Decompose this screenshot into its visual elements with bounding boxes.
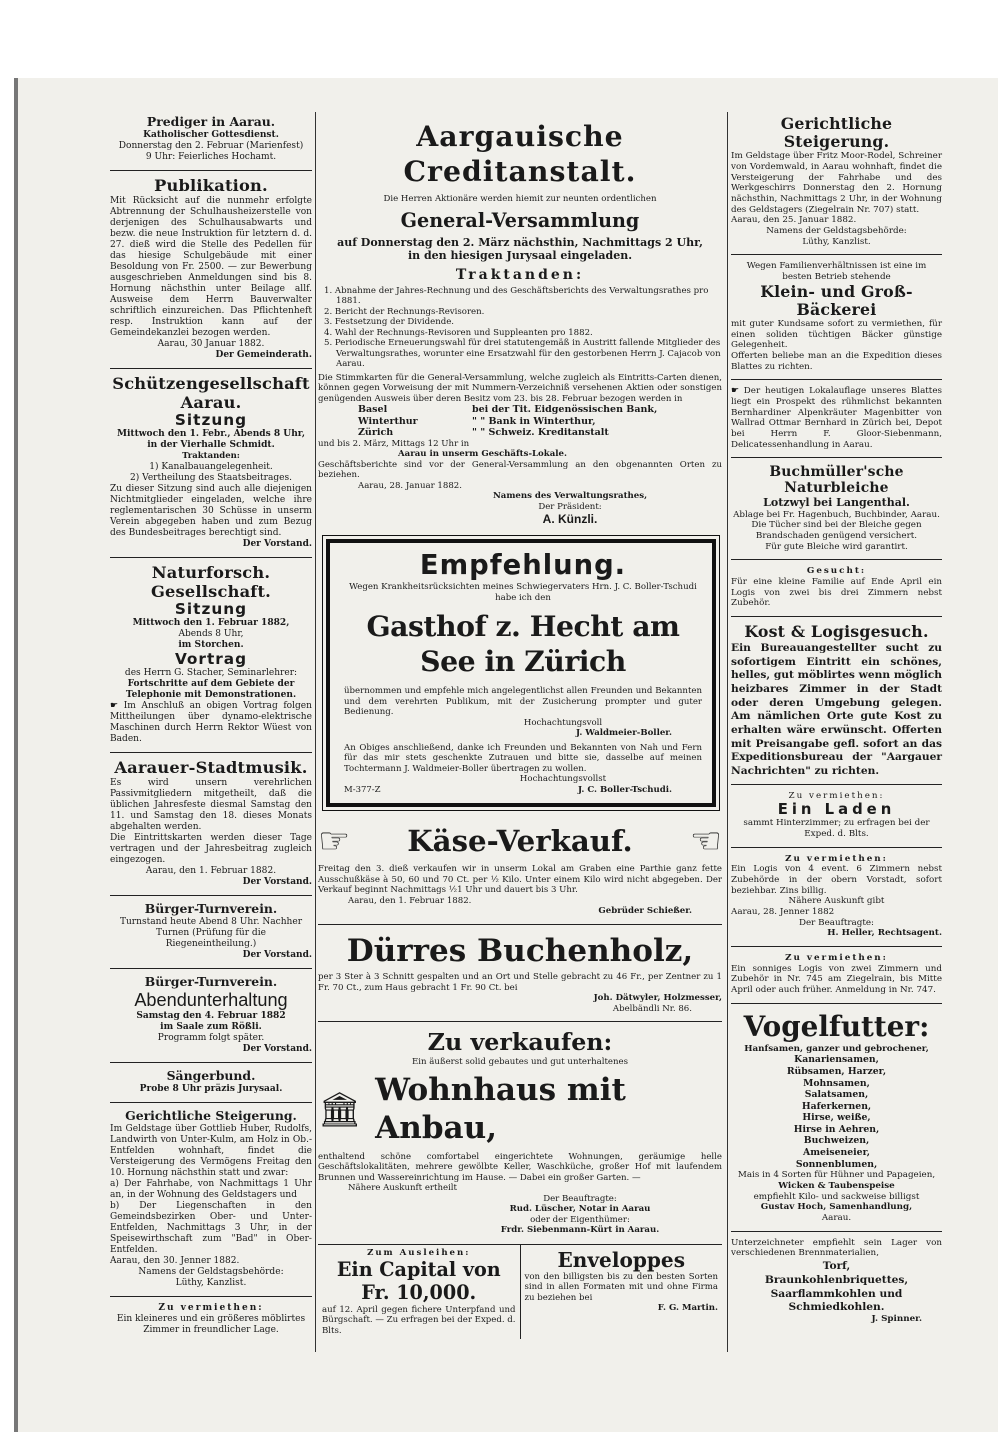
ad-body: per 3 Ster à 3 Schnitt gespalten und an Ort und Stelle gebracht zu 46 Fr., per Zentner zu 1 Fr. 70 Ct., zum Haus gebracht 1 Fr. 90 Ct. bei — [318, 972, 722, 993]
ad-title: Ein Laden — [777, 801, 896, 819]
table-cell: Basel — [358, 404, 388, 416]
ad-line: Samstag den 4. Februar 1882 — [136, 1010, 286, 1021]
ad-subtitle: Katholischer Gottesdienst. — [143, 129, 279, 140]
fuel-list — [731, 1259, 942, 1314]
list-item: Hirse, weiße, — [802, 1112, 871, 1124]
ad-laden — [731, 788, 942, 843]
divider — [731, 559, 942, 560]
list-item: 5. Periodische Erneuerungswahl für drei statutengemäß in Austritt fallende Mitglieder des Verwaltungsrathes, worunter eine Ersatzwahl für den gestorbenen Herrn J. Cajacob von Aarau. — [324, 338, 721, 370]
ad-heading: Zu vermiethen: — [788, 791, 885, 802]
ad-heading: Sitzung — [174, 411, 248, 430]
ad-body: übernommen und empfehle mich angelegentlichst allen Freunden und Bekannten und dem verehrten Publikum, mit der Zusicherung prompter und guter Bedienung. — [344, 686, 702, 718]
ad-body: von den billigsten bis zu den besten Sorten sind in allen Formaten mit und ohne Firma zu beziehen bei — [524, 1272, 718, 1303]
divider — [731, 847, 942, 848]
list-item: 4. Wahl der Rechnungs-Revisoren und Suppleanten pro 1882. — [324, 327, 593, 338]
divider — [110, 1102, 312, 1103]
list-item: Hirse in Aehren, — [793, 1123, 880, 1135]
ad-signature: Der Vorstand. — [242, 877, 312, 888]
table-cell: Winterthur — [358, 415, 418, 427]
ad-signature: H. Heller, Rechtsagent. — [827, 928, 942, 939]
ad-sonniges-logis — [731, 950, 942, 1000]
ad-signature: Lüthy, Kanzlist. — [802, 236, 871, 247]
divider — [110, 752, 312, 753]
ad-body: Geschäftsberichte sind vor der General-Versammlung an den obgenannten Orten zu beziehen. — [318, 459, 722, 481]
ad-subtitle: Lotzwyl bei Langenthal. — [763, 496, 910, 510]
ad-title: Aarauer-Stadtmusik. — [114, 758, 308, 778]
divider — [110, 895, 312, 896]
divider — [110, 1296, 312, 1297]
ad-line: auf Donnerstag den 2. März nächsthin, Nachmittags 2 Uhr, — [337, 235, 703, 249]
ad-title: Kost & Logisgesuch. — [744, 622, 929, 642]
bank-table — [318, 404, 722, 439]
ad-empfehlung — [326, 539, 716, 807]
ad-title: Empfehlung. — [419, 549, 627, 581]
ad-body-text: Im Anschluß an obigen Vortrag folgen Mittheilungen über dynamo-elektrische Maschinen durch Herrn Rektor Wüest von Baden. — [110, 701, 312, 745]
ad-wohnhaus — [318, 1025, 722, 1239]
ad-title: Bürger-Turnverein. — [144, 901, 278, 917]
ad-body: b) Der Liegenschaften in den Gemeindsbezirken Ober- und Unter-Entfelden, Nachmittags 3 Uhr, in der Speisewirthschaft zum "Bad" in Ober-Entfelden. — [110, 1201, 312, 1256]
ad-title: Käse-Verkauf. — [407, 824, 633, 859]
ad-line: Programm folgt später. — [157, 1032, 265, 1043]
ad-date: Aarau, 28. Jenner 1882 — [731, 907, 835, 918]
ad-line: und bis 2. März, Mittags 12 Uhr in — [318, 438, 470, 449]
pointing-hand-right-icon: ☞ — [318, 821, 351, 863]
ad-line: im Storchen. — [178, 640, 244, 651]
list-item: Torf, — [822, 1258, 851, 1272]
list-item: Mohnsamen, — [803, 1077, 870, 1089]
list-item: 3. Festsetzung der Dividende. — [324, 317, 455, 328]
ad-line: in den hiesigen Jurysaal eingeladen. — [407, 249, 633, 263]
ad-body: Es wird unsern verehrlichen Passivmitgliedern mitgetheilt, daß die üblichen Jahresfeste diesmal Samstag den 11. und Samstag den 18. dieses Monats abgehalten werden. — [110, 777, 312, 833]
ad-body: Im Geldstage über Gottlieb Huber, Rudolfs, Landwirth von Unter-Kulm, am Holz in Ob.-Entfelden wohnhaft, findet die Versteigerung des Vermögens Freitag den 10. Hornung nächsthin statt und zwar: — [110, 1123, 312, 1178]
ad-footer — [344, 785, 702, 795]
ad-title: Sängerbund. — [166, 1067, 256, 1083]
ad-body-text: Der heutigen Lokalauflage unseres Blattes liegt ein Prospekt des rühmlichst bekannten Bernhardiner Alpenkräuter Magenbitter von Wallrad Ottmar Bernhard in Zürich bei, Depot bei Herrn F. Gloor-Siebenmann, Delicatessenhandlung in Aarau. — [731, 386, 942, 450]
ad-title: Enveloppes — [557, 1247, 686, 1272]
ad-line: 2) Vertheilung des Staatsbeitrages. — [129, 472, 293, 483]
ad-lokalauflage — [731, 383, 942, 454]
list-item: Salatsamen, — [804, 1089, 869, 1101]
ad-line: oder der Eigenthümer: — [530, 1214, 630, 1225]
ad-signature: F. G. Martin. — [657, 1303, 718, 1314]
divider — [731, 254, 942, 255]
ad-body: Die Tücher sind bei der Bleiche gegen Brandschaden genügend versichert. — [751, 520, 922, 541]
ad-signature: Gebrüder Schießer. — [598, 906, 692, 917]
ad-body: enthaltend schöne comfortabel eingerichtete Wohnungen, geräumige helle Geschäftslokalitäten, mehrere gewölbte Keller, Waschküche, großer Hof mit laufendem Brunnen und Wassereinrichtung im Hause. — Dabei ein großer Garten. — — [318, 1151, 722, 1183]
ad-date: Aarau, 30 Januar 1882. — [157, 339, 265, 350]
ad-heading: Zu vermiethen: — [785, 953, 888, 964]
table-cell: " " Bank in Winterthur, — [472, 415, 596, 427]
ad-line: Namens des Verwaltungsrathes, — [492, 491, 648, 502]
ad-kaese — [318, 813, 722, 920]
ad-heading: Wohnhaus mit Anbau, — [375, 1071, 626, 1146]
divider — [731, 946, 942, 947]
ad-line: Nähere Auskunft ertheilt — [348, 1183, 458, 1194]
right-column — [731, 112, 942, 1329]
list-item: Haferkernen, — [801, 1100, 872, 1112]
divider — [110, 1062, 312, 1063]
ad-title: Gerichtliche Steigerung. — [125, 1107, 297, 1123]
ad-body: Ein sonniges Logis von zwei Zimmern und Zubehör in Nr. 745 am Ziegelrain, bis Mitte April oder auch früher. Anmeldung in Nr. 747. — [731, 963, 942, 996]
list-item: Ameiseneier, — [803, 1147, 870, 1158]
ad-body: Ablage bei Fr. Hagenbuch, Buchbinder, Aarau. — [733, 509, 940, 520]
divider — [110, 170, 312, 171]
divider — [731, 457, 942, 458]
ad-body — [731, 386, 942, 450]
ad-line: Donnerstag den 2. Februar (Marienfest) — [118, 140, 304, 151]
divider — [731, 1231, 942, 1232]
ad-line: Der Beauftragte: — [543, 1193, 617, 1204]
ad-title: Schützengesellschaft Aarau. — [112, 374, 310, 412]
ad-line: Mittwoch den 1. Febr., Abends 8 Uhr, — [116, 429, 306, 440]
table-row — [318, 427, 722, 439]
ad-body: Die Stimmkarten für die General-Versammlung, welche zugleich als Eintritts-Carten dienen, können gegen Vorweisung der mit Nummern-Verzeichniß versehenen Aktien oder sonstigen genügenden Ausweis über deren Besitz vom 23. bis 28. Februar bezogen werden in — [318, 372, 722, 404]
ad-body — [110, 701, 312, 745]
table-row — [318, 404, 722, 416]
ad-date: Aarau, den 1. Februar 1882. — [348, 895, 472, 906]
ad-brennmaterialien — [731, 1235, 942, 1329]
table-row — [318, 416, 722, 428]
ad-heading: Gasthof z. Hecht am See in Zürich — [366, 609, 680, 678]
ad-heading: Vortrag — [174, 650, 248, 669]
ad-signature: Gustav Hoch, Samenhandlung, — [760, 1202, 913, 1213]
ad-body: Ein kleineres und ein größeres möblirtes Zimmer in freundlicher Lage. — [116, 1314, 306, 1336]
ad-signature: J. Spinner. — [871, 1314, 922, 1325]
ad-line: Aarau in unserm Geschäfts-Lokale. — [398, 449, 567, 460]
table-cell: " " Schweiz. Kreditanstalt — [472, 427, 609, 439]
table-cell: Zürich — [358, 427, 394, 439]
divider — [731, 616, 942, 617]
ad-line: des Herrn G. Stacher, Seminarlehrer: — [124, 667, 298, 678]
ad-line: Der Präsident: — [538, 501, 602, 512]
ad-body: mit guter Kundsame sofort zu vermiethen, für einen soliden tüchtigen Bäcker günstige Gelegenheit. — [731, 318, 942, 351]
ad-body: Zu dieser Sitzung sind auch alle diejenigen Nichtmitglieder eingeladen, welche ihre reglementarischen 30 Schüsse in unserm Verein abgegeben haben und zum Bezug des Bundesbeitrages berechtigt sind. — [110, 483, 312, 538]
column-rule — [727, 112, 728, 1352]
ad-line: Abends 8 Uhr, — [178, 629, 244, 640]
ad-line: Probe 8 Uhr präzis Jurysaal. — [139, 1083, 283, 1094]
ad-naturforsch — [110, 561, 312, 749]
ad-line: Hanfsamen, ganzer und gebrochener, — [744, 1043, 929, 1054]
ad-body: auf 12. April gegen fichere Unterpfand und Bürgschaft. — Zu erfragen bei der Exped. d. Blts. — [322, 1304, 516, 1336]
ad-body: Für gute Bleiche wird garantirt. — [765, 541, 908, 552]
ad-line: in der Vierhalle Schmidt. — [147, 440, 275, 451]
ad-publikation — [110, 174, 312, 365]
ad-title-row — [318, 821, 722, 863]
ad-saengerbund — [110, 1066, 312, 1099]
ad-vermiethen-left — [110, 1300, 312, 1340]
ad-heading: Abendunterhaltung — [134, 990, 288, 1011]
ad-line: Hochachtungsvoll — [523, 717, 603, 728]
ad-line: Namens der Geldstagsbehörde: — [138, 1267, 284, 1278]
ad-body: An Obiges anschließend, danke ich Freunden und Bekannten von Nah und Fern für das mir stets geschenkte Zutrauen und bitte sie, dasselbe auf meinen Tochtermann J. Waldmeier-Boller übertragen zu wollen. — [344, 742, 702, 774]
ad-line: Namens der Geldstagsbehörde: — [766, 225, 907, 236]
list-item: Schmiedkohlen. — [788, 1300, 885, 1314]
ad-line: Wicken & Taubenspeise — [778, 1180, 895, 1191]
ad-body: Unterzeichneter empfiehlt sein Lager von verschiedenen Brennmaterialien, — [731, 1237, 942, 1259]
ad-date: Aarau, den 1. Februar 1882. — [145, 866, 277, 877]
ad-signature: A. Künzli. — [542, 512, 598, 527]
ad-creditanstalt — [318, 112, 722, 531]
ad-line: 1) Kanalbauangelegenheit. — [149, 461, 273, 472]
ad-signature: Abelbändli Nr. 86. — [612, 1003, 692, 1014]
ad-title: Buchmüller'sche Naturbleiche — [769, 464, 904, 497]
ad-body: Mit Rücksicht auf die nunmehr erfolgte Abtrennung der Schulhausheizerstelle von derjenigen des Schulhausabwarts und bezw. die neue Instruktion für letztern d. d. 27. dieß wird die Stelle des Pedellen für das hiesige Schulgebäude mit einer Besoldung von Fr. 2500. — zur Bewerbung ausgeschrieben Anmeldungen sind bis 8. Hornung nächsthin unter Beilage allf. Ausweise dem Herrn Bauverwalter schriftlich einzureichen. Das Pflichtenheft resp. Instruktion kann auf der Gemeindekanzlei bezogen werden. — [110, 195, 312, 339]
ad-title: Prediger in Aarau. — [146, 114, 276, 129]
ad-baeckerei — [731, 258, 942, 376]
ad-title: Aargauische Creditanstalt. — [403, 119, 637, 188]
list-item: Kanariensamen, — [794, 1054, 879, 1066]
seed-list — [731, 1054, 942, 1170]
pointing-hand-left-icon: ☜ — [689, 821, 722, 863]
ad-vogelfutter — [731, 1007, 942, 1228]
ad-kost-logis — [731, 620, 942, 781]
ad-title: Zu vermiethen: — [158, 1303, 264, 1314]
bottom-ads-row — [318, 1244, 722, 1340]
divider — [731, 379, 942, 380]
divider — [318, 1021, 722, 1022]
ad-body: Turnstand heute Abend 8 Uhr. Nachher Turnen (Prüfung für die Riegeneintheilung.) — [119, 917, 303, 950]
ad-logis — [731, 851, 942, 943]
ad-heading: Sitzung — [174, 600, 248, 619]
ad-signature: J. Waldmeier-Boller. — [575, 728, 672, 739]
ad-heading: Traktanden: — [455, 266, 585, 283]
ad-heading: Zum Ausleihen: — [367, 1247, 471, 1258]
list-item: Buchweizen, — [803, 1135, 870, 1147]
ad-title: Publikation. — [154, 176, 268, 195]
ad-body: Die Eintrittskarten werden dieser Tage vertragen und der Jahresbeitrag zugleich eingezogen. — [110, 833, 312, 866]
ad-body: Im Geldstage über Fritz Moor-Rodel, Schreiner von Vordemwald, in Aarau wohnhaft, findet die Versteigerung der Fahrhabe und des Werkgeschirrs Donnerstag den 2. Hornung nächsthin, Nachmittags 2 Uhr, in der Wohnung des Geldstagers (Ziegelrain Nr. 707) statt. — [731, 151, 942, 215]
divider — [110, 368, 312, 369]
ad-heading: Zu vermiethen: — [785, 853, 888, 864]
list-item: Braunkohlenbriquettes, — [764, 1272, 909, 1286]
ad-stadtmusik — [110, 756, 312, 892]
ad-signature: Der Vorstand. — [242, 950, 312, 961]
ad-date: Aarau, den 30. Jenner 1882. — [110, 1256, 240, 1267]
ad-body: Ein Logis von 4 event. 6 Zimmern nebst Zubehörde in der obern Vorstadt, sofort beziehbar. Zins billig. — [731, 864, 942, 896]
ad-title: Zu verkaufen: — [427, 1028, 613, 1057]
ad-line: Wegen Krankheitsrücksichten meines Schwiegervaters Hrn. J. C. Boller-Tschudi habe ich den — [349, 582, 697, 603]
ad-turnverein-2 — [110, 972, 312, 1059]
house-icon: 🏛 — [318, 1089, 362, 1130]
ad-signature: J. C. Boller-Tschudi. — [578, 784, 672, 795]
middle-column — [318, 112, 722, 1339]
ad-kapital — [318, 1245, 520, 1340]
ad-signature: Der Gemeinderath. — [215, 350, 312, 361]
ad-steigerung-left — [110, 1106, 312, 1293]
ad-naturbleiche — [731, 461, 942, 556]
ad-line: Ein äußerst solid gebautes und gut unterhaltenes — [411, 1057, 629, 1068]
ad-date: Aarau, den 25. Januar 1882. — [731, 215, 857, 226]
ad-enveloppes — [520, 1245, 723, 1340]
ad-signature: Der Vorstand. — [242, 1043, 312, 1054]
ad-line: Fortschritte auf dem Gebiete der Telephonie mit Demonstrationen. — [125, 679, 297, 701]
pointing-hand-icon: ☛ — [731, 386, 744, 397]
ad-line: Der Beauftragte: — [798, 917, 875, 928]
ad-turnverein-1 — [110, 899, 312, 965]
list-item: 1. Abnahme der Jahres-Rechnung und des Geschäftsberichts des Verwaltungsrathes pro 1881. — [324, 285, 709, 307]
ad-steigerung-right — [731, 112, 942, 251]
ad-signature: Lüthy, Kanzlist. — [175, 1278, 247, 1289]
divider — [731, 784, 942, 785]
ad-title: Naturforsch. Gesellschaft. — [150, 562, 272, 601]
ad-line: Wegen Familienverhältnissen ist eine im besten Betrieb stehende — [746, 261, 927, 282]
column-rule — [315, 112, 316, 1352]
ad-title: Gerichtliche Steigerung. — [780, 114, 893, 152]
ad-heading: General-Versammlung — [400, 208, 640, 232]
ad-title: Gesucht: — [806, 566, 867, 577]
divider — [110, 557, 312, 558]
ad-line: Traktanden: — [182, 451, 240, 462]
ad-line: 9 Uhr: Feierliches Hochamt. — [145, 151, 277, 162]
ad-body: Für eine kleine Familie auf Ende April ein Logis von zwei bis drei Zimmern nebst Zubehör. — [731, 577, 942, 609]
ad-line: Mais in 4 Sorten für Hühner und Papageien, — [737, 1170, 936, 1181]
table-cell: bei der Tit. Eidgenössischen Bank, — [472, 404, 658, 416]
ad-line: empfiehlt Kilo- und sackweise billigst — [753, 1191, 920, 1202]
pointing-hand-icon: ☛ — [110, 701, 124, 712]
ad-signature: Joh. Dätwyler, Holzmesser, — [593, 993, 722, 1004]
ad-title: Ein Capital von Fr. 10,000. — [336, 1257, 501, 1305]
ad-line: Rud. Lüscher, Notar in Aarau — [509, 1204, 651, 1215]
ad-body: Freitag den 3. dieß verkaufen wir in unserm Lokal am Graben eine Parthie ganz fette Ausschußkäse à 50, 60 und 70 Ct. per ½ Kilo. Unter einem Kilo wird nicht abgegeben. Der Verkauf beginnt Nachmittags ½1 Uhr und dauert bis 3 Uhr. — [318, 864, 722, 896]
list-item: Saarflammkohlen und — [770, 1286, 903, 1300]
ad-body: a) Der Fahrhabe, von Nachmittags 1 Uhr an, in der Wohnung des Geldstagers und — [110, 1178, 312, 1200]
ad-title: Klein- und Groß-Bäckerei — [760, 281, 913, 319]
list-item: Rübsamen, Harzer, — [786, 1065, 887, 1077]
ad-schuetzen — [110, 372, 312, 554]
ad-title-row — [318, 1072, 722, 1148]
ad-line: Die Herren Aktionäre werden hiemit zur neunten ordentlichen — [383, 194, 657, 205]
ad-buchenholz — [318, 928, 722, 1019]
ad-line: Hochachtungsvollst — [519, 774, 607, 785]
ad-title: Vogelfutter: — [743, 1009, 930, 1043]
ad-gesucht — [731, 563, 942, 613]
ad-line: Mittwoch den 1. Februar 1882, — [132, 618, 290, 629]
ad-body: sammt Hinterzimmer; zu erfragen bei der Exped. d. Blts. — [743, 818, 930, 840]
list-item: Sonnenblumen, — [795, 1158, 878, 1170]
ad-signature: Der Vorstand. — [242, 538, 312, 549]
ad-body: Offerten beliebe man an die Expedition dieses Blattes zu richten. — [731, 350, 942, 372]
ad-line: Aarau. — [821, 1212, 852, 1223]
ad-prediger — [110, 112, 312, 167]
divider — [318, 924, 722, 925]
ad-title: Dürres Buchenholz, — [346, 932, 694, 969]
list-item: 2. Bericht der Rechnungs-Revisoren. — [324, 306, 485, 317]
ad-body: Ein Bureauangestellter sucht zu sofortigem Eintritt ein schönes, helles, gut möblirtes wenn möglich heizbares Zimmer in der Stadt oder deren Umgebung gelegen. Am nämlichen Orte gute Kost zu erhalten wäre erwünscht. Offerten mit Preisangabe gefl. sofort an das Expeditionsbureau der "Aargauer Nachrichten" zu richten. — [731, 641, 942, 777]
divider — [731, 1003, 942, 1004]
ad-line: im Saale zum Rößli. — [160, 1021, 262, 1032]
ad-date: Aarau, 28. Januar 1882. — [358, 480, 462, 491]
ad-signature: Frdr. Siebenmann-Kürt in Aarau. — [500, 1225, 660, 1236]
divider — [110, 968, 312, 969]
left-column — [110, 112, 312, 1340]
ad-line: Nähere Auskunft gibt — [788, 896, 885, 907]
ad-code: M-377-Z — [344, 784, 381, 795]
ad-title: Bürger-Turnverein. — [144, 974, 278, 990]
